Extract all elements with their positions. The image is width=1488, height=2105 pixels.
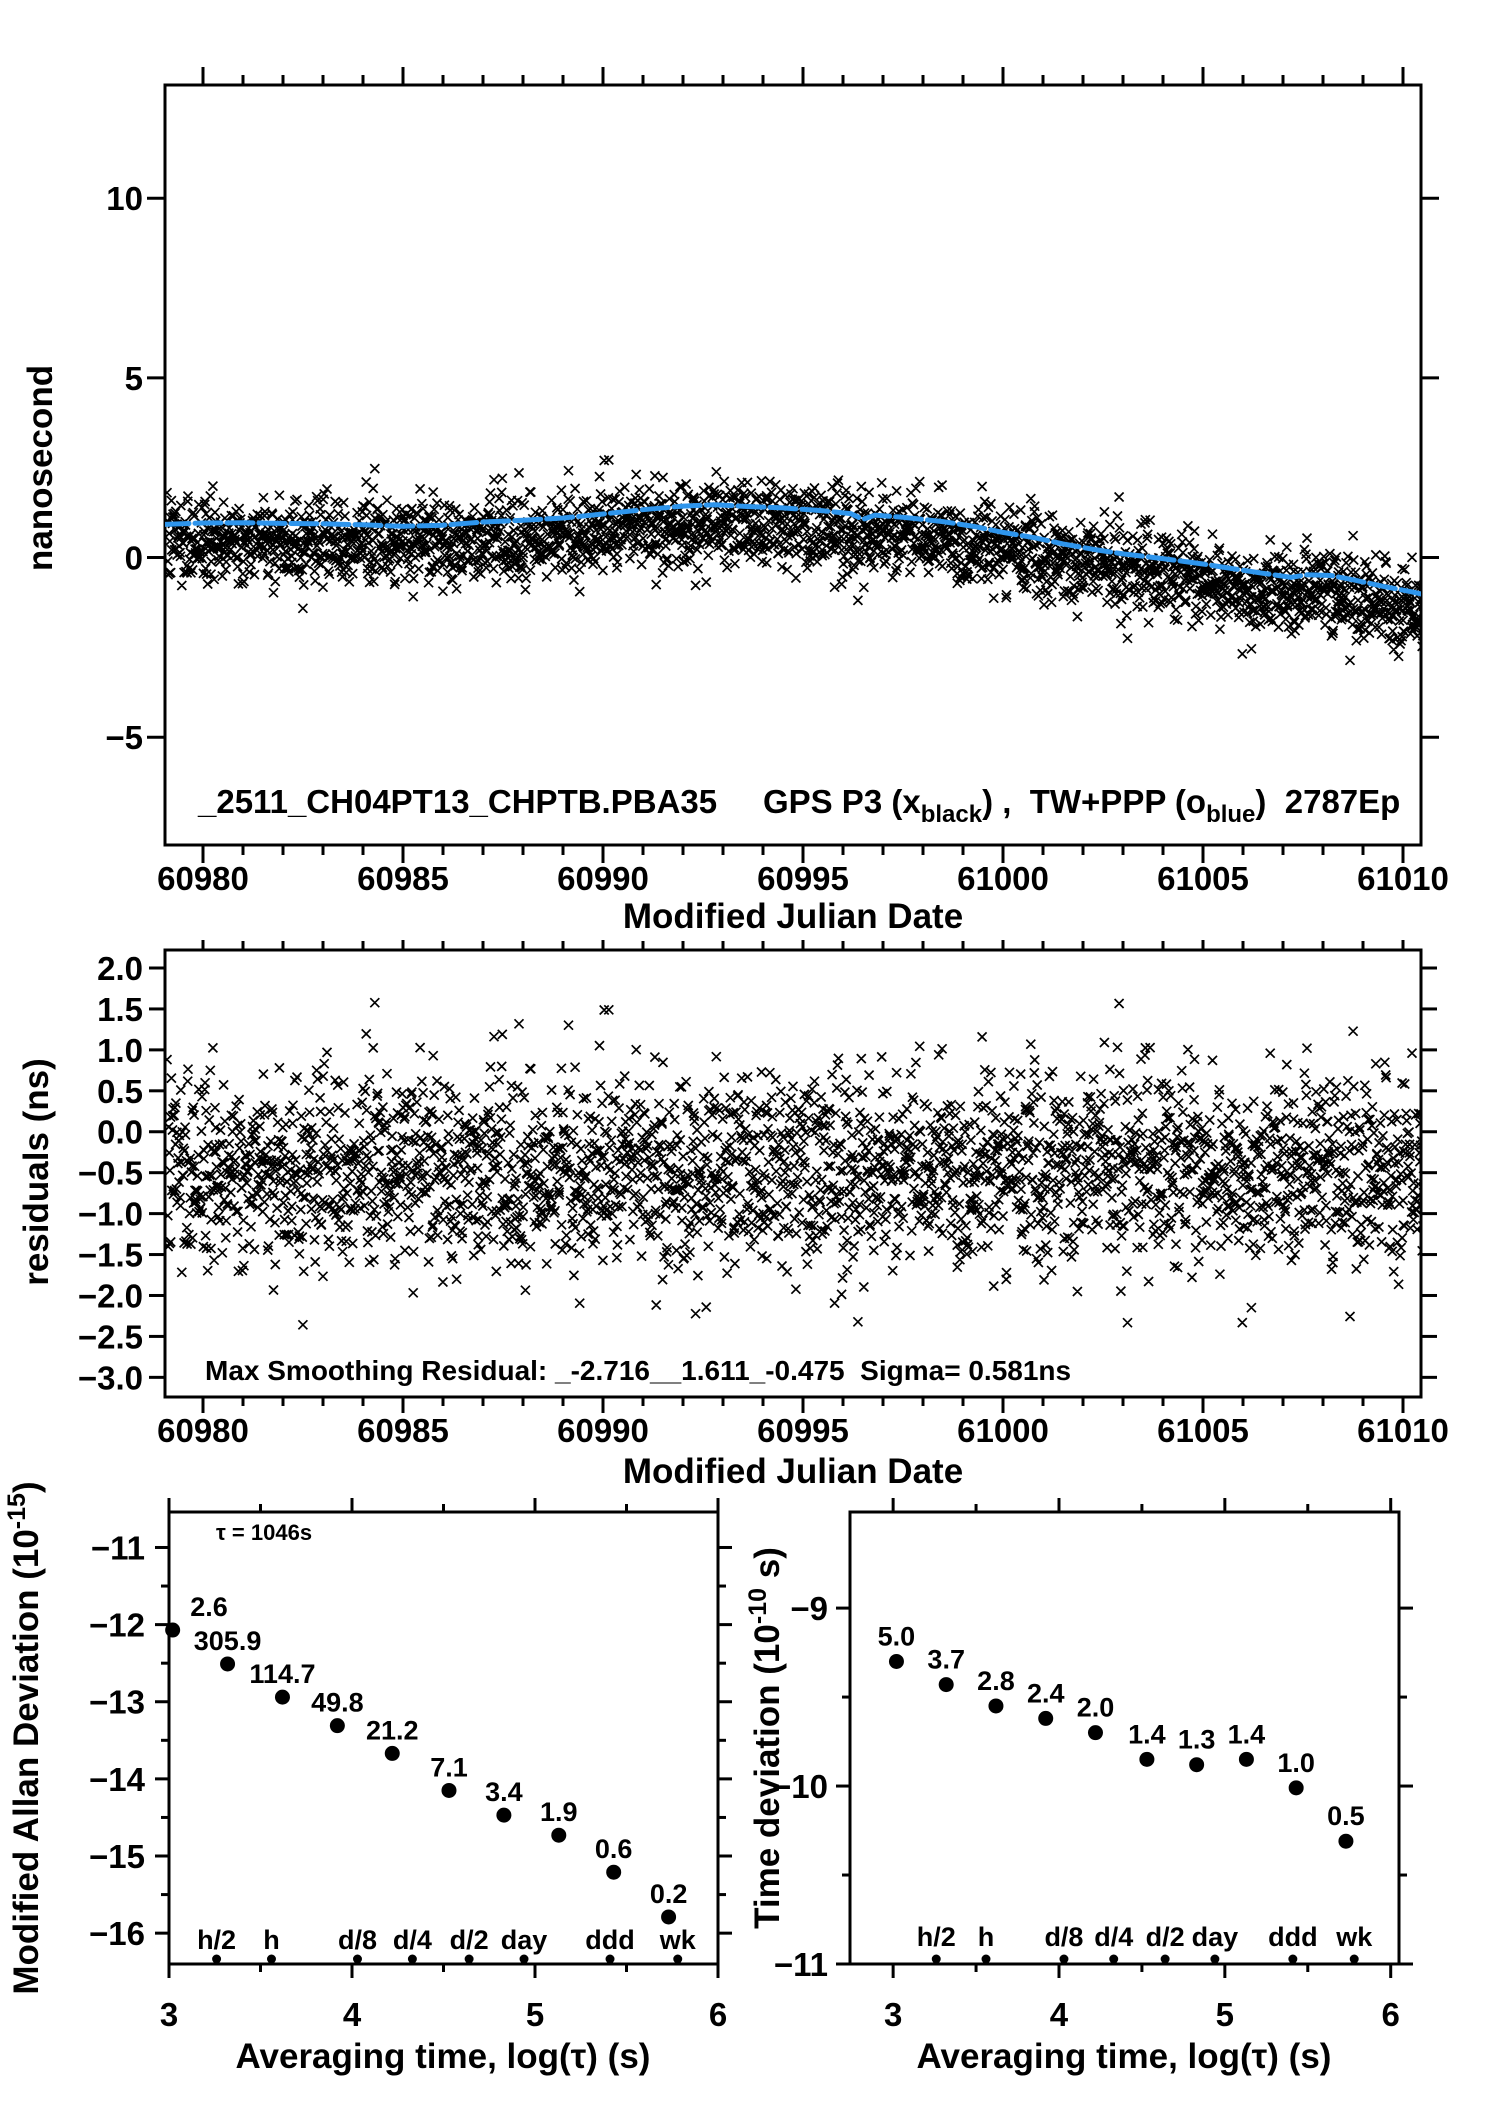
- x-tick-label: 61005: [1157, 1412, 1249, 1449]
- mdev-chart: [0, 1440, 744, 2105]
- data-point-label: 1.0: [1277, 1747, 1315, 1778]
- category-label: day: [500, 1925, 548, 1955]
- tick-labels: [89, 1529, 727, 2033]
- category-marker: [1210, 1955, 1219, 1964]
- tdev-y-axis-title: [744, 1547, 787, 1929]
- category-label: ddd: [585, 1925, 635, 1955]
- x-tick-label: 61010: [1357, 860, 1449, 897]
- x-tick-label: 60985: [357, 860, 449, 897]
- data-point-label: 3.4: [485, 1777, 523, 1808]
- x-tick-label: 60985: [357, 1412, 449, 1449]
- category-label: d/2: [1145, 1922, 1185, 1952]
- x-tick-label: 60980: [157, 860, 249, 897]
- tdev-chart: [744, 1440, 1488, 2105]
- category-marker: [1161, 1955, 1170, 1964]
- x-tick-label: 4: [1049, 1996, 1069, 2033]
- data-point: [1338, 1834, 1353, 1849]
- category-marker: [1350, 1955, 1359, 1964]
- tdev-x-axis-title: Averaging time, log(τ) (s): [916, 2037, 1332, 2076]
- plot-frame: [850, 1512, 1399, 1964]
- scatter-series: [163, 455, 1440, 664]
- category-marker: [1059, 1955, 1068, 1964]
- x-tick-label: 60980: [157, 1412, 249, 1449]
- phase-chart: [0, 0, 1488, 940]
- data-point: [939, 1677, 954, 1692]
- y-tick-label: 0.5: [97, 1072, 143, 1110]
- category-marker: [353, 1955, 362, 1964]
- category-label: h/2: [197, 1925, 237, 1955]
- title-sub-black: black: [920, 801, 983, 828]
- y-tick-label: −1.0: [77, 1195, 143, 1233]
- data-point: [1088, 1725, 1103, 1740]
- axis-ticks: [147, 67, 1439, 863]
- mdev-ylabel-main: Modified Allan Deviation (10: [7, 1529, 46, 1995]
- category-marker: [408, 1955, 417, 1964]
- y-tick-label: −14: [89, 1760, 145, 1798]
- mdev-plot-area: [89, 1498, 732, 2033]
- y-tick-label: 1.5: [97, 990, 143, 1028]
- data-point: [1038, 1711, 1053, 1726]
- y-tick-label: −13: [89, 1683, 145, 1721]
- category-label: h/2: [916, 1922, 956, 1952]
- category-label: h: [263, 1925, 280, 1955]
- category-marker: [212, 1955, 221, 1964]
- category-label: d/8: [337, 1925, 377, 1955]
- data-point: [220, 1656, 235, 1671]
- data-point-label: 2.6: [190, 1592, 228, 1623]
- y-tick-label: 5: [124, 359, 143, 397]
- title-file: _2511_CH04PT13_CHPTB.PBA35: [198, 783, 718, 820]
- title-sep: [717, 783, 763, 820]
- mdev-ylabel-close: ): [7, 1481, 46, 1494]
- axis-ticks: [149, 940, 1437, 1413]
- x-tick-label: 4: [342, 1996, 362, 2033]
- data-point-label: 1.4: [1227, 1719, 1266, 1750]
- data-point-label: 3.7: [927, 1644, 965, 1675]
- title-mid: ) , TW+PPP (o: [982, 783, 1207, 820]
- x-tick-label: 60990: [557, 860, 649, 897]
- data-point: [606, 1865, 621, 1880]
- phase-series-title: [197, 783, 1400, 828]
- y-tick-label: −1.5: [77, 1236, 143, 1274]
- category-marker: [932, 1955, 941, 1964]
- plot-frame: [169, 1512, 718, 1964]
- y-tick-label: 2.0: [97, 950, 143, 988]
- data-point-label: 1.4: [1128, 1719, 1166, 1750]
- data-point-label: 7.1: [430, 1752, 468, 1783]
- data-point: [496, 1808, 511, 1823]
- data-point: [889, 1654, 904, 1669]
- data-point: [988, 1698, 1003, 1713]
- category-label: h: [977, 1922, 995, 1952]
- tdev-ylabel-sup: -10: [744, 1587, 772, 1625]
- x-tick-label: 6: [1381, 1996, 1400, 2033]
- y-tick-label: 10: [106, 180, 143, 218]
- data-point-label: 2.8: [977, 1665, 1015, 1696]
- x-tick-label: 60995: [757, 1412, 849, 1449]
- x-tick-label: 5: [1215, 1996, 1235, 2033]
- x-tick-label: 60995: [757, 860, 849, 897]
- y-tick-label: −5: [105, 719, 143, 757]
- data-point-label: 1.9: [540, 1797, 578, 1828]
- y-tick-label: −0.5: [77, 1154, 143, 1192]
- data-point: [1189, 1757, 1204, 1772]
- category-label: d/2: [449, 1925, 489, 1955]
- tau-annotation: τ = 1046s: [216, 1520, 313, 1545]
- category-marker: [465, 1955, 474, 1964]
- deviation-points: [165, 1592, 687, 1924]
- data-point: [661, 1909, 676, 1924]
- x-tick-label: 3: [159, 1996, 179, 2033]
- deviation-points: [878, 1621, 1365, 1848]
- mdev-y-axis-title: [3, 1481, 46, 1994]
- y-tick-label: 0: [124, 539, 143, 577]
- x-tick-label: 61000: [957, 1412, 1049, 1449]
- category-marker: [267, 1955, 276, 1964]
- mdev-x-axis-title: Averaging time, log(τ) (s): [235, 2037, 651, 2076]
- plot-frame: [165, 85, 1421, 845]
- y-tick-label: −9: [790, 1590, 828, 1628]
- y-tick-label: −12: [89, 1606, 145, 1644]
- category-marker: [1109, 1955, 1118, 1964]
- x-tick-label: 60990: [557, 1412, 649, 1449]
- x-tick-label: 61000: [957, 860, 1049, 897]
- category-marker: [520, 1955, 529, 1964]
- data-point-label: 49.8: [311, 1687, 364, 1718]
- y-tick-label: −2.0: [77, 1277, 143, 1315]
- y-tick-label: −2.5: [77, 1318, 143, 1356]
- data-point-label: 305.9: [193, 1625, 262, 1656]
- category-label: d/8: [1044, 1922, 1084, 1952]
- tdev-ylabel-close: s): [748, 1547, 787, 1588]
- data-point: [385, 1746, 400, 1761]
- data-point-label: 0.2: [649, 1878, 688, 1909]
- x-tick-label: 3: [883, 1996, 903, 2033]
- data-point: [1239, 1752, 1254, 1767]
- data-point: [275, 1690, 290, 1705]
- scatter-series: [163, 998, 1440, 1329]
- category-label: d/4: [1094, 1922, 1134, 1952]
- category-label: ddd: [1268, 1922, 1318, 1952]
- y-tick-label: −3.0: [77, 1359, 143, 1397]
- y-tick-label: −16: [89, 1915, 145, 1953]
- tick-labels: [772, 1590, 1400, 2033]
- max-residual-annotation: Max Smoothing Residual: _-2.716__1.611_-0.475 Sigma= 0.581ns: [205, 1355, 1072, 1386]
- x-tick-label: 5: [525, 1996, 545, 2033]
- data-point: [441, 1783, 456, 1798]
- y-tick-label: −11: [90, 1529, 145, 1567]
- category-marker: [1288, 1955, 1297, 1964]
- y-tick-label: −15: [89, 1838, 145, 1876]
- mdev-ylabel-sup: -15: [3, 1493, 31, 1530]
- data-point: [1139, 1752, 1154, 1767]
- data-point-label: 5.0: [877, 1621, 916, 1652]
- category-label: d/4: [392, 1925, 432, 1955]
- category-label: day: [1191, 1922, 1239, 1952]
- y-tick-label: 1.0: [97, 1031, 143, 1069]
- residuals-y-axis-title: residuals (ns): [17, 1058, 56, 1286]
- category-label: wk: [1336, 1922, 1373, 1952]
- phase-plot-area: [105, 67, 1449, 897]
- data-point-label: 2.0: [1076, 1692, 1115, 1723]
- x-tick-label: 6: [708, 1996, 728, 2033]
- x-tick-label: 61010: [1357, 1412, 1449, 1449]
- data-point-label: 2.4: [1026, 1678, 1065, 1709]
- averaging-interval-markers: [197, 1925, 697, 1964]
- y-tick-label: −10: [772, 1768, 828, 1806]
- category-marker: [673, 1955, 682, 1964]
- title-tail: ) 2787Ep: [1255, 783, 1401, 820]
- data-point: [165, 1623, 180, 1638]
- y-tick-label: −11: [773, 1946, 828, 1983]
- category-marker: [982, 1955, 991, 1964]
- data-point: [551, 1828, 566, 1843]
- data-point: [1289, 1780, 1304, 1795]
- data-point: [330, 1718, 345, 1733]
- phase-x-axis-title: Modified Julian Date: [622, 897, 964, 936]
- residuals-chart: [0, 940, 1488, 1495]
- data-point-label: 0.6: [594, 1834, 633, 1865]
- data-point-label: 21.2: [365, 1715, 419, 1746]
- phase-y-axis-title: nanosecond: [21, 364, 60, 572]
- y-tick-label: 0.0: [97, 1113, 143, 1151]
- title-gps: GPS P3 (x: [762, 783, 921, 820]
- title-sub-blue: blue: [1206, 801, 1256, 828]
- data-point-label: 114.7: [249, 1659, 316, 1690]
- data-point-label: 0.5: [1327, 1801, 1365, 1832]
- tdev-ylabel-main: Time deviation (10: [748, 1624, 787, 1929]
- x-tick-label: 61005: [1157, 860, 1249, 897]
- category-label: wk: [659, 1925, 696, 1955]
- data-point-label: 1.3: [1177, 1724, 1216, 1755]
- averaging-interval-markers: [917, 1922, 1373, 1964]
- residuals-x-axis-title: Modified Julian Date: [622, 1452, 964, 1491]
- axis-ticks: [155, 1498, 732, 1978]
- axis-ticks: [836, 1498, 1413, 1978]
- tdev-plot-area: [772, 1498, 1413, 2033]
- category-marker: [606, 1955, 615, 1964]
